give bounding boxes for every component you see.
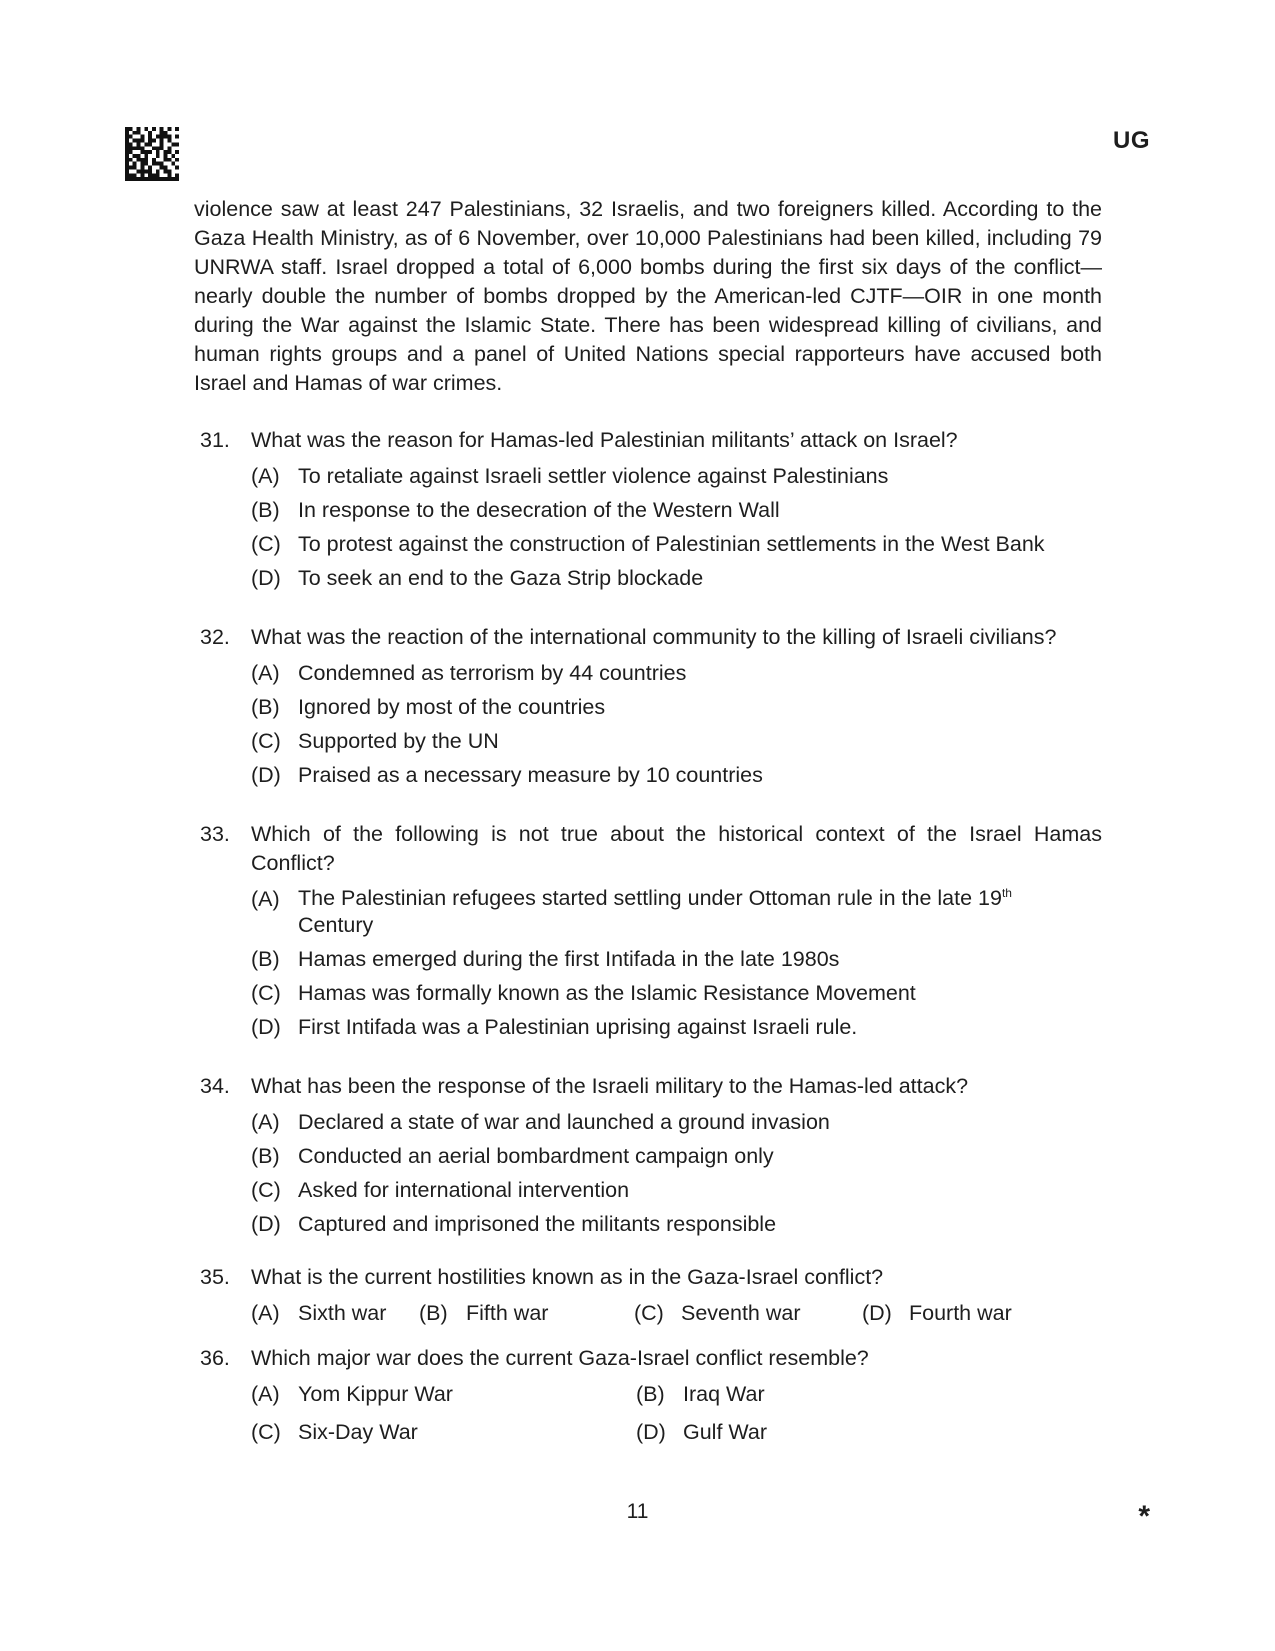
- option-label: (A): [251, 1110, 280, 1134]
- option-text: Hamas was formally known as the Islamic Resistance Movement: [298, 981, 916, 1005]
- qr-code-icon: [125, 127, 179, 181]
- option-label: (B): [251, 1144, 280, 1168]
- question-32: [194, 623, 1102, 792]
- option-text: First Intifada was a Palestinian uprising against Israeli rule.: [298, 1015, 858, 1039]
- option-text: Seventh war: [681, 1301, 801, 1325]
- option-d[interactable]: [251, 1010, 1102, 1044]
- option-label: (B): [419, 1301, 448, 1325]
- option-d[interactable]: [251, 758, 1102, 792]
- option-text: Hamas emerged during the first Intifada in the late 1980s: [298, 947, 840, 971]
- option-b[interactable]: [636, 1375, 765, 1413]
- question-text: Which major war does the current Gaza-Israel conflict resemble?: [251, 1346, 869, 1370]
- option-b[interactable]: [251, 690, 1102, 724]
- option-d[interactable]: [251, 561, 1102, 595]
- option-label: (C): [251, 729, 281, 753]
- option-text: Supported by the UN: [298, 729, 499, 753]
- option-text: In response to the desecration of the Western Wall: [298, 498, 780, 522]
- option-label: (C): [251, 981, 281, 1005]
- question-number: 34.: [200, 1074, 230, 1098]
- option-b[interactable]: [251, 1139, 1102, 1173]
- options-list: [251, 1105, 1102, 1241]
- option-text: Yom Kippur War: [298, 1382, 453, 1406]
- option-c[interactable]: [251, 1173, 1102, 1207]
- question-number: 32.: [200, 625, 230, 649]
- option-text: Praised as a necessary measure by 10 countries: [298, 763, 763, 787]
- option-text: Captured and imprisoned the militants responsible: [298, 1212, 777, 1236]
- option-text: Ignored by most of the countries: [298, 695, 606, 719]
- options-list: [251, 459, 1102, 595]
- options-row: [251, 1294, 1102, 1332]
- option-c[interactable]: [251, 724, 1102, 758]
- option-d[interactable]: [636, 1413, 767, 1451]
- option-a[interactable]: [251, 656, 1102, 690]
- option-text-part: The Palestinian refugees started settling under Ottoman rule in the late 19: [298, 886, 1002, 910]
- option-label: (A): [251, 464, 280, 488]
- option-d[interactable]: [862, 1294, 1012, 1332]
- option-text: Iraq War: [683, 1382, 765, 1406]
- option-text: Fourth war: [909, 1301, 1012, 1325]
- option-a[interactable]: [251, 882, 1102, 942]
- option-a[interactable]: [251, 1294, 419, 1332]
- question-number: 35.: [200, 1265, 230, 1289]
- question-35: [194, 1263, 1102, 1332]
- option-text: Asked for international intervention: [298, 1178, 630, 1202]
- option-text: To protest against the construction of Palestinian settlements in the West Bank: [298, 532, 1045, 556]
- question-31: [194, 426, 1102, 595]
- options-row: [251, 1413, 1102, 1451]
- option-text: Six-Day War: [298, 1420, 418, 1444]
- question-34: [194, 1072, 1102, 1241]
- option-label: (D): [251, 1212, 281, 1236]
- option-c[interactable]: [251, 527, 1102, 561]
- option-text: Condemned as terrorism by 44 countries: [298, 661, 687, 685]
- option-text: Sixth war: [298, 1301, 387, 1325]
- question-text: What has been the response of the Israeli military to the Hamas-led attack?: [251, 1074, 969, 1098]
- option-label: (C): [634, 1301, 664, 1325]
- options-list: [251, 656, 1102, 792]
- option-text: To seek an end to the Gaza Strip blockade: [298, 566, 704, 590]
- option-label: (C): [251, 1178, 281, 1202]
- option-b[interactable]: [251, 942, 1102, 976]
- option-text: Conducted an aerial bombardment campaign only: [298, 1144, 774, 1168]
- option-text: [298, 882, 1028, 939]
- ordinal-suffix: th: [1001, 885, 1012, 900]
- options-row: [251, 1375, 1102, 1413]
- question-number: 31.: [200, 428, 230, 452]
- question-36: [194, 1344, 1102, 1451]
- option-label: (D): [251, 763, 281, 787]
- option-label: (B): [251, 947, 280, 971]
- option-text: Fifth war: [466, 1301, 549, 1325]
- option-text: To retaliate against Israeli settler violence against Palestinians: [298, 464, 889, 488]
- option-label: (A): [251, 1301, 280, 1325]
- question-text: What was the reason for Hamas-led Palestinian militants’ attack on Israel?: [251, 428, 958, 452]
- page-number: 11: [626, 1500, 649, 1523]
- option-c[interactable]: [251, 976, 1102, 1010]
- question-number: 36.: [200, 1346, 230, 1370]
- passage-text: violence saw at least 247 Palestinians, 32 Israelis, and two foreigners killed. According to the Gaza Health Ministry, as of 6 November, over 10,000 Palestinians had been killed, including 79 UNRWA staff. Israel dropped a total of 6,000 bombs during the first six days of the conflict—nearly double the number of bombs dropped by the American-led CJTF—OIR in one month during the War against the Islamic State. There has been widespread killing of civilians, and human rights groups and a panel of United Nations special rapporteurs have accused both Israel and Hamas of war crimes.: [194, 197, 1102, 395]
- option-a[interactable]: [251, 1375, 636, 1413]
- options-list: [251, 882, 1102, 1044]
- option-label: (A): [251, 661, 280, 685]
- option-c[interactable]: [634, 1294, 862, 1332]
- option-d[interactable]: [251, 1207, 1102, 1241]
- option-label: (C): [251, 532, 281, 556]
- option-text: Gulf War: [683, 1420, 768, 1444]
- option-b[interactable]: [419, 1294, 634, 1332]
- option-a[interactable]: [251, 459, 1102, 493]
- option-label: (A): [251, 1382, 280, 1406]
- option-text-part: Century: [298, 913, 374, 937]
- option-label: (B): [251, 498, 280, 522]
- option-label: (D): [251, 566, 281, 590]
- paper-code: UG: [1113, 127, 1150, 154]
- option-label: (D): [636, 1420, 666, 1444]
- asterisk-mark: *: [1138, 1500, 1150, 1533]
- option-c[interactable]: [251, 1413, 636, 1451]
- page-content: [194, 195, 1102, 1451]
- option-label: (B): [636, 1382, 665, 1406]
- option-a[interactable]: [251, 1105, 1102, 1139]
- option-b[interactable]: [251, 493, 1102, 527]
- option-label: (D): [862, 1301, 892, 1325]
- question-33: [194, 820, 1102, 1044]
- question-text: What is the current hostilities known as in the Gaza-Israel conflict?: [251, 1265, 884, 1289]
- question-text: What was the reaction of the international community to the killing of Israeli civilians?: [251, 625, 1057, 649]
- option-label: (A): [251, 887, 280, 911]
- question-number: 33.: [200, 822, 230, 846]
- option-label: (B): [251, 695, 280, 719]
- question-text: Which of the following is not true about the historical context of the Israel Hamas Conflict?: [251, 822, 1102, 875]
- option-text: Declared a state of war and launched a ground invasion: [298, 1110, 830, 1134]
- option-label: (C): [251, 1420, 281, 1444]
- option-label: (D): [251, 1015, 281, 1039]
